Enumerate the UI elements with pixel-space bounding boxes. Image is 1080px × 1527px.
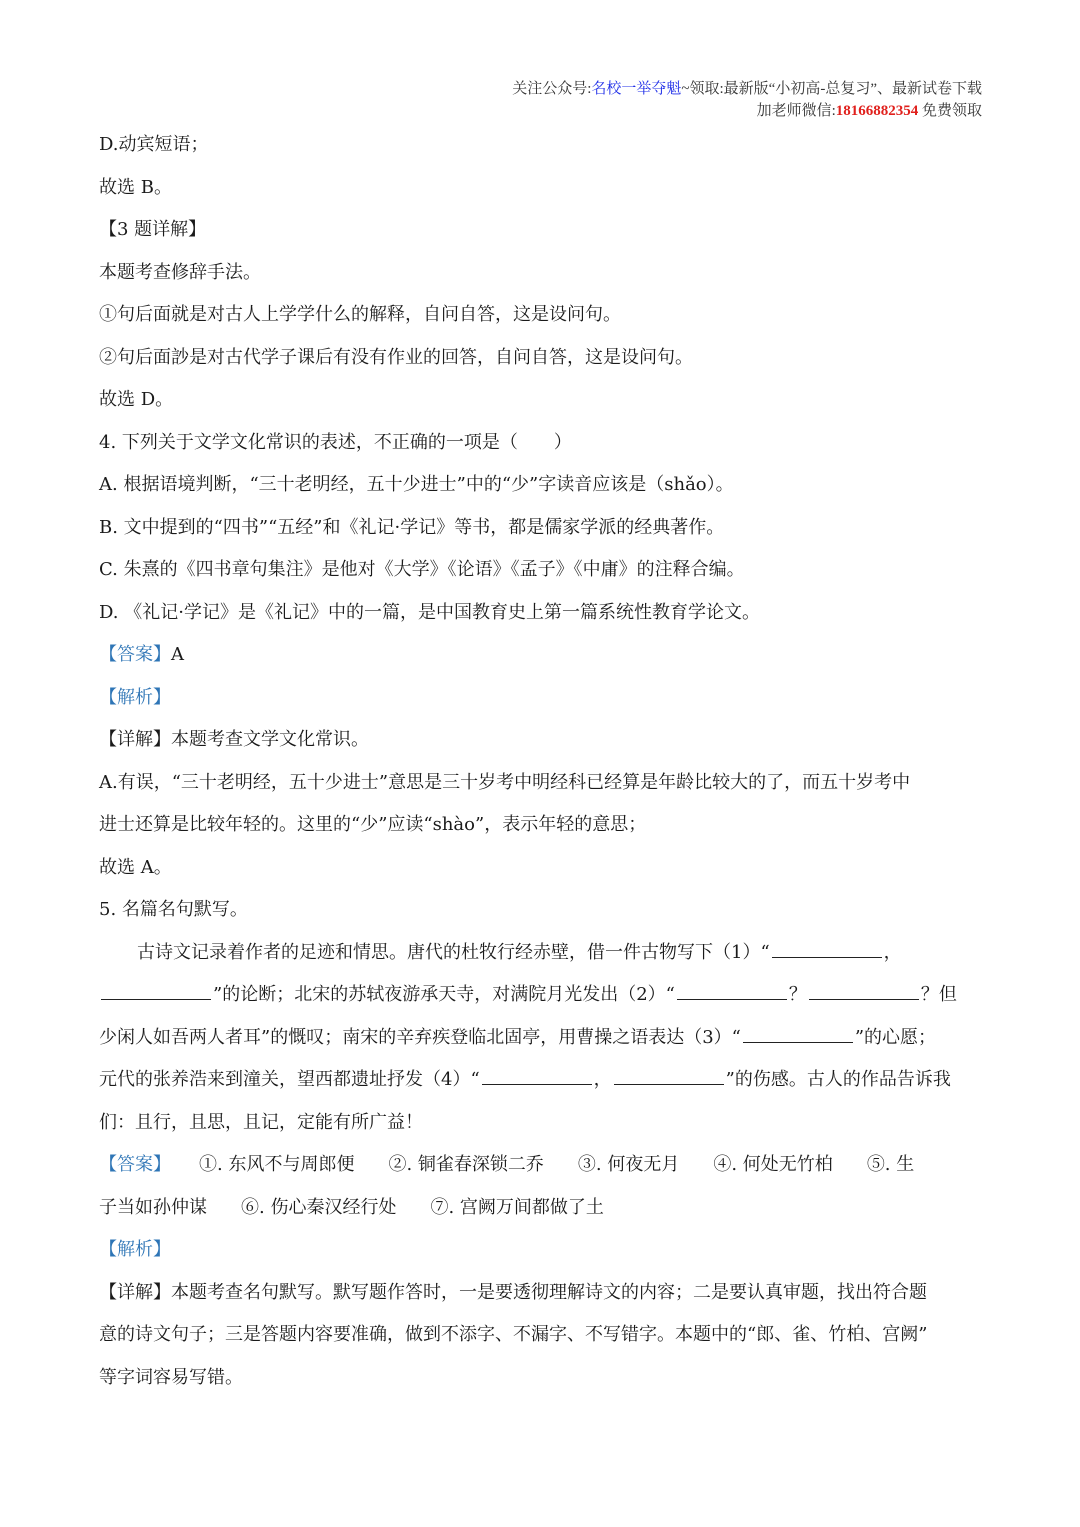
prev-answer: 故选 B。 [99, 176, 172, 198]
question5-passage-line-1: 古诗文记录着作者的足迹和情思。唐代的杜牧行经赤壁，借一件古物写下（1）“ ， [99, 938, 983, 981]
fill-blank-2b[interactable] [809, 981, 919, 1000]
question4-explain-1: A.有误，“三十老明经，五十少进士”意思是三十岁考中明经科已经算是年龄比较大的了，而五十岁考中 [99, 771, 911, 793]
document-body [99, 130, 983, 1405]
contact-phone: 18166882354 [835, 103, 919, 119]
answer-item: ⑤. 生 [866, 1154, 915, 1175]
answer-item: ①. 东风不与周郎便 [199, 1154, 355, 1175]
question4-conclusion: 故选 A。 [99, 856, 172, 878]
section3-point-1: ①句后面就是对古人上学学什么的解释，自问自答，这是设问句。 [99, 304, 621, 325]
answer-label: 【答案】 [99, 644, 171, 665]
question5-analysis-label: 【解析】 [99, 1239, 171, 1260]
question4-option-b: B. 文中提到的“四书”“五经”和《礼记·学记》等书，都是儒家学派的经典著作。 [99, 516, 725, 538]
question5-passage-line-2: ”的论断；北宋的苏轼夜游承天寺，对满院月光发出（2）“ ？ ？但 [99, 980, 983, 1023]
question5-answers-line-1 [99, 1150, 983, 1193]
answer-item: ⑦. 宫阙万间都做了土 [430, 1196, 604, 1218]
section3-point-2: ②句后面訬是对古代学子课后有没有作业的回答，自问自答，这是设问句。 [99, 346, 693, 368]
question5-detail-2: 意的诗文句子；三是答题内容要准确，做到不添字、不漏字、不写错字。本题中的“郎、雀、竹柏、宫阙” [99, 1324, 928, 1345]
fill-blank-3[interactable] [743, 1024, 853, 1043]
fill-blank-2a[interactable] [677, 981, 787, 1000]
answer-item: ②. 铜雀春深锁二乔 [388, 1154, 544, 1175]
question4-option-c: C. 朱熹的《四书章句集注》是他对《大学》《论语》《孟子》《中庸》的注释合编。 [99, 559, 745, 580]
question5-detail-3: 等字词容易写错。 [99, 1366, 243, 1388]
question4-detail: 【详解】本题考查文学文化常识。 [99, 729, 369, 750]
fill-blank-4a[interactable] [482, 1066, 592, 1085]
question5-stem: 5. 名篇名句默写。 [99, 899, 248, 920]
header-line-2: 加老师微信:18166882354 免费领取 [756, 103, 982, 119]
question5-passage-line-4: 元代的张养浩来到潼关，望西都遗址抒发（4）“ ， ”的伤感。古人的作品告诉我 [99, 1065, 983, 1108]
fill-blank-1b[interactable] [101, 981, 211, 1000]
brand-name: 名校一举夺魁 [591, 81, 682, 97]
answer-value: A [171, 644, 184, 665]
question4-explain-2: 进士还算是比较年轻的。这里的“少”应读“shào”，表示年轻的意思； [99, 814, 647, 835]
question4-option-a: A. 根据语境判断，“三十老明经，五十少进士”中的“少”字读音应该是（shǎo）。 [99, 474, 734, 495]
question5-answers-line-2 [99, 1193, 983, 1236]
section3-answer: 故选 D。 [99, 389, 174, 410]
answer-item: ⑥. 伤心秦汉经行处 [241, 1196, 397, 1218]
fill-blank-1a[interactable] [772, 939, 882, 958]
answer-item: 子当如孙仲谋 [99, 1196, 207, 1218]
prev-option-d: D.动宾短语； [99, 134, 209, 155]
question4-stem: 4. 下列关于文学文化常识的表述，不正确的一项是（ ） [99, 431, 572, 453]
header-line-1: 关注公众号:名校一举夺魁~领取:最新版“小初高-总复习”、最新试卷下载 [512, 81, 982, 97]
question5-detail-1: 【详解】本题考查名句默写。默写题作答时，一是要透彻理解诗文的内容；二是要认真审题，找出符合题 [99, 1281, 927, 1303]
question4-analysis-label: 【解析】 [99, 686, 171, 708]
question4-answer [99, 640, 983, 683]
answer-item: ④. 何处无竹柏 [713, 1154, 833, 1175]
question4-option-d: D. 《礼记·学记》是《礼记》中的一篇，是中国教育史上第一篇系统性教育学论文。 [99, 601, 760, 623]
question5-passage-line-5: 们：且行，且思，且记，定能有所广益！ [99, 1111, 423, 1133]
section3-heading: 【3 题详解】 [99, 219, 207, 240]
page-header-watermark [512, 78, 982, 122]
answer-label: 【答案】 [99, 1154, 171, 1175]
fill-blank-4b[interactable] [614, 1066, 724, 1085]
question5-passage-line-3: 少闲人如吾两人者耳”的慨叹；南宋的辛弃疾登临北固亭，用曹操之语表达（3）“ ”的心愿； [99, 1023, 983, 1066]
answer-item: ③. 何夜无月 [577, 1154, 680, 1175]
section3-intro: 本题考查修辞手法。 [99, 261, 261, 283]
